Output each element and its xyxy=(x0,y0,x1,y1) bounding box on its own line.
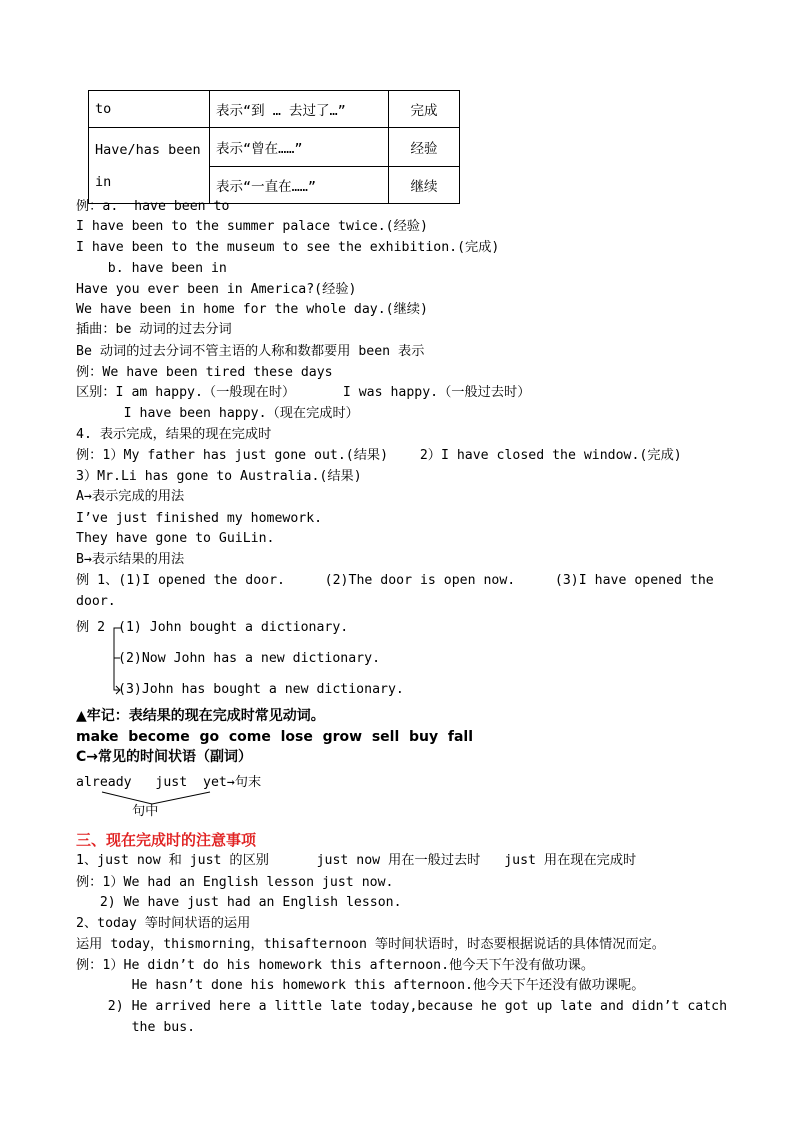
text-line: 运用 today，thismorning，thisafternoon 等时间状语时，时态要根据说话的具体情况而定。 xyxy=(76,937,665,952)
text-line: 句中 xyxy=(132,804,159,819)
text-line: We have been in home for the whole day.(继续) xyxy=(76,302,428,317)
text-line: He hasn’t done his homework this afternoon.他今天下午还没有做功课呢。 xyxy=(76,978,645,993)
text-line: 例：1）We had an English lesson just now. xyxy=(76,875,394,890)
text-line: 4. 表示完成，结果的现在完成时 xyxy=(76,427,272,442)
table-cell-text: in xyxy=(95,173,112,190)
section-heading: 三、现在完成时的注意事项 xyxy=(76,831,257,849)
text-line: (3)John has bought a new dictionary. xyxy=(118,682,404,697)
text-line: 1、just now 和 just 的区别 just now 用在一般过去时 just 用在现在完成时 xyxy=(76,853,637,868)
text-line: (2)Now John has a new dictionary. xyxy=(118,651,381,666)
table-cell: 经验 xyxy=(389,128,460,167)
bracket-line xyxy=(100,790,220,808)
text-line: I have been to the museum to see the exhibition.(完成) xyxy=(76,240,500,255)
text-line: I’ve just finished my homework. xyxy=(76,511,323,526)
text-line: Be 动词的过去分词不管主语的人称和数都要用 been 表示 xyxy=(76,344,425,359)
text-line: 2) He arrived here a little late today,because he got up late and didn’t catch xyxy=(76,999,728,1014)
example-label: 例 2 xyxy=(76,620,106,635)
text-line: door. xyxy=(76,594,116,609)
text-line: C→常见的时间状语（副词） xyxy=(76,749,253,765)
table-cell: 表示“到 … 去过了…” xyxy=(210,91,389,128)
text-line: 例：We have been tired these days xyxy=(76,365,333,380)
text-line: 例：1）He didn’t do his homework this afternoon.他今天下午没有做功课。 xyxy=(76,958,595,973)
table-cell: 继续 xyxy=(389,167,460,204)
text-line: They have gone to GuiLin. xyxy=(76,531,275,546)
table-cell-text: Have/has been xyxy=(95,141,201,158)
text-line: I have been happy.（现在完成时） xyxy=(76,406,359,421)
table-cell xyxy=(89,128,210,204)
text-line: 3）Mr.Li has gone to Australia.(结果) xyxy=(76,469,362,484)
text-line: B→表示结果的用法 xyxy=(76,552,185,567)
text-line: 2) We have just had an English lesson. xyxy=(76,895,402,910)
table-cell: 表示“一直在……” xyxy=(210,167,389,204)
table-cell: 完成 xyxy=(389,91,460,128)
text-line: 例：1）My father has just gone out.(结果) 2）I have closed the window.(完成) xyxy=(76,448,682,463)
text-line: make become go come lose grow sell buy fall xyxy=(76,729,474,745)
text-line: I have been to the summer palace twice.(经验) xyxy=(76,219,428,234)
text-line: already just yet→句末 xyxy=(76,775,262,790)
text-line: 区别：I am happy.（一般现在时） I was happy.（一般过去时） xyxy=(76,385,531,400)
text-line: Have you ever been in America?(经验) xyxy=(76,282,357,297)
text-line: the bus. xyxy=(76,1020,196,1035)
text-line: 例 1、(1)I opened the door. (2)The door is open now. (3)I have opened the xyxy=(76,573,714,588)
usage-table xyxy=(88,90,460,204)
table-cell: 表示“曾在……” xyxy=(210,128,389,167)
table-cell: to xyxy=(89,91,210,128)
text-line: b. have been in xyxy=(76,261,227,276)
text-line: (1) John bought a dictionary. xyxy=(118,620,349,635)
text-line: ▲牢记：表结果的现在完成时常见动词。 xyxy=(76,708,325,724)
text-line: A→表示完成的用法 xyxy=(76,489,185,504)
text-line: 2、today 等时间状语的运用 xyxy=(76,916,251,931)
text-line: 例：a. have been to xyxy=(76,199,230,214)
text-line: 插曲：be 动词的过去分词 xyxy=(76,322,232,337)
